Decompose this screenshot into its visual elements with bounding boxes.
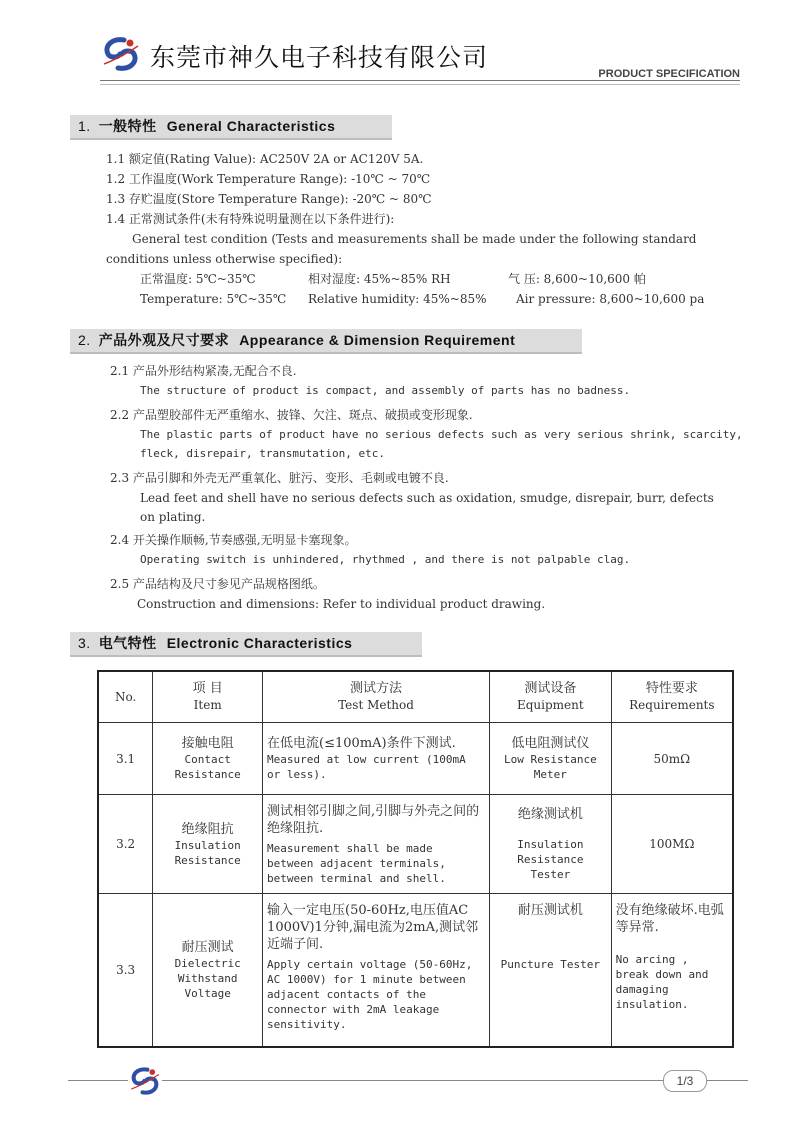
header-item: 项 目 Item <box>153 671 263 723</box>
table-row <box>98 894 733 1047</box>
table-header-row <box>98 671 733 723</box>
section-2-heading <box>70 329 582 354</box>
row-method: 在低电流(≤100mA)条件下测试. Measured at low current (100mA or less). <box>263 723 490 795</box>
item-2-2-zh: 2.2 产品塑胶部件无严重缩水、披锋、欠注、斑点、破损或变形现象. <box>110 408 473 422</box>
store-temperature: 1.3 存贮温度(Store Temperature Range): -20℃ ~ 80℃ <box>106 192 432 206</box>
item-2-4-en: Operating switch is unhindered, rhythmed , and there is not palpable clag. <box>140 553 631 566</box>
item-2-1-zh: 2.1 产品外形结构紧凑,无配合不良. <box>110 364 297 378</box>
temperature-en: Temperature: 5℃~35℃ <box>140 292 287 306</box>
section-3-title-en: Electronic Characteristics <box>166 635 353 651</box>
item-2-3-zh: 2.3 产品引脚和外壳无严重氧化、脏污、变形、毛刺或电镀不良. <box>110 471 449 485</box>
item-2-2-en-1: The plastic parts of product have no serious defects such as very serious shrink, scarcity, <box>140 428 743 441</box>
company-name: 东莞市神久电子科技有限公司 <box>150 43 489 72</box>
item-2-3-en-2: on plating. <box>140 510 206 524</box>
humidity-zh: 相对湿度: 45%~85% RH <box>308 272 451 286</box>
header-equipment: 测试设备 Equipment <box>490 671 612 723</box>
section-2-title-en: Appearance & Dimension Requirement <box>239 332 516 348</box>
header-requirements: 特性要求 Requirements <box>611 671 733 723</box>
row-equipment: 耐压测试机 Puncture Tester <box>490 894 612 1047</box>
company-logo-icon <box>100 36 142 72</box>
row-item: 绝缘阻抗 Insulation Resistance <box>153 795 263 894</box>
row-no: 3.2 <box>98 795 153 894</box>
section-1-number: 1. <box>78 118 91 134</box>
section-2-title-zh: 产品外观及尺寸要求 <box>98 332 230 348</box>
electrical-characteristics-table <box>97 670 734 1048</box>
row-no: 3.3 <box>98 894 153 1047</box>
pressure-en: Air pressure: 8,600~10,600 pa <box>516 292 705 306</box>
footer-divider <box>68 1080 748 1081</box>
header-divider-secondary <box>100 84 740 85</box>
row-item: 耐压测试 Dielectric Withstand Voltage <box>153 894 263 1047</box>
row-requirement: 50mΩ <box>611 723 733 795</box>
header-no: No. <box>98 671 153 723</box>
header-method: 测试方法 Test Method <box>263 671 490 723</box>
test-condition-heading: 1.4 正常测试条件(未有特殊说明量测在以下条件进行): <box>106 212 395 226</box>
rating-value: 1.1 额定值(Rating Value): AC250V 2A or AC120V 5A. <box>106 152 424 166</box>
item-2-4-zh: 2.4 开关操作顺畅,节奏感强,无明显卡塞现象。 <box>110 533 357 547</box>
item-2-1-en: The structure of product is compact, and assembly of parts has no badness. <box>140 384 631 397</box>
work-temperature: 1.2 工作温度(Work Temperature Range): -10℃ ~ 70℃ <box>106 172 431 186</box>
section-3-number: 3. <box>78 635 91 651</box>
row-equipment: 低电阻测试仪 Low Resistance Meter <box>490 723 612 795</box>
row-requirement: 没有绝缘破坏.电弧等异常. No arcing , break down and damaging insulation. <box>611 894 733 1047</box>
humidity-en: Relative humidity: 45%~85% <box>308 292 487 306</box>
row-equipment: 绝缘测试机 Insulation Resistance Tester <box>490 795 612 894</box>
test-condition-text-2: conditions unless otherwise specified): <box>106 252 343 266</box>
pressure-zh: 气 压: 8,600~10,600 帕 <box>508 272 646 286</box>
header-divider <box>100 80 740 81</box>
item-2-5-en: Construction and dimensions: Refer to individual product drawing. <box>137 597 546 611</box>
item-2-3-en-1: Lead feet and shell have no serious defects such as oxidation, smudge, disrepair, burr, defects <box>140 491 714 505</box>
test-condition-text-1: General test condition (Tests and measurements shall be made under the following standard <box>132 232 697 246</box>
row-method: 输入一定电压(50-60Hz,电压值AC 1000V)1分钟,漏电流为2mA,测试邻近端子间. Apply certain voltage (50-60Hz, AC 1000V) for 1 minute between adjacent contacts of the connector with 2mA leakage sensitivity. <box>263 894 490 1047</box>
item-2-5-zh: 2.5 产品结构及尺寸参见产品规格图纸。 <box>110 577 325 591</box>
temperature-zh: 正常温度: 5℃~35℃ <box>140 272 256 286</box>
row-item: 接触电阻 Contact Resistance <box>153 723 263 795</box>
table-row <box>98 795 733 894</box>
section-3-title-zh: 电气特性 <box>98 635 157 651</box>
page-number: 1/3 <box>663 1070 707 1092</box>
section-3-heading <box>70 632 422 657</box>
table-row <box>98 723 733 795</box>
section-1-title-en: General Characteristics <box>166 118 336 134</box>
section-1-heading <box>70 115 392 140</box>
footer-logo-icon <box>128 1066 162 1096</box>
row-requirement: 100MΩ <box>611 795 733 894</box>
row-method: 测试相邻引脚之间,引脚与外壳之间的绝缘阻抗. Measurement shall be made between adjacent terminals, between terminal and shell. <box>263 795 490 894</box>
section-1-title-zh: 一般特性 <box>98 118 157 134</box>
row-no: 3.1 <box>98 723 153 795</box>
item-2-2-en-2: fleck, disrepair, transmutation, etc. <box>140 447 386 460</box>
section-2-number: 2. <box>78 332 91 348</box>
document-type: PRODUCT SPECIFICATION <box>598 68 740 80</box>
